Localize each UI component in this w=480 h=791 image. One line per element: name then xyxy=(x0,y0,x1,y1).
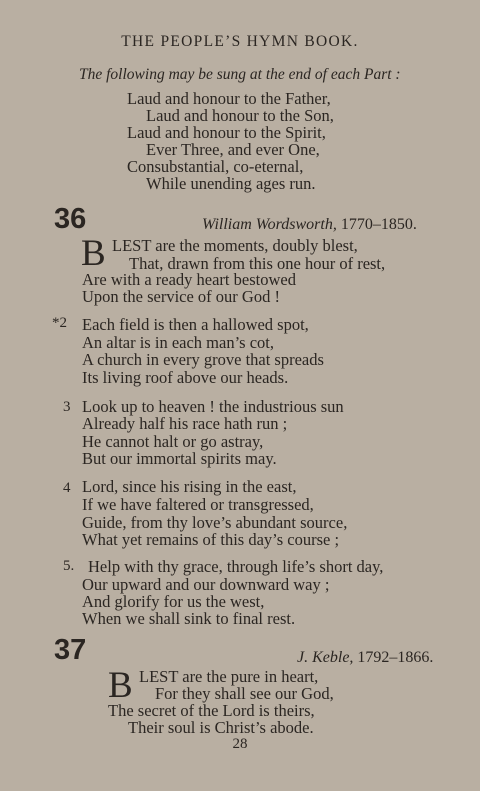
verse-line: What yet remains of this day’s course ; xyxy=(82,530,340,549)
author-dates: 1792–1866. xyxy=(357,649,434,666)
verse-line: But our immortal spirits may. xyxy=(82,449,277,468)
verse-line: LEST are the moments, doubly blest, xyxy=(112,236,358,255)
author-name: J. Keble, xyxy=(297,649,354,666)
verse-line: For they shall see our God, xyxy=(155,684,334,703)
doxology-line: Ever Three, and ever One, xyxy=(146,140,320,159)
verse-line: If we have faltered or transgressed, xyxy=(82,495,314,514)
verse-number: 3 xyxy=(63,399,71,415)
verse-line: And glorify for us the west, xyxy=(82,592,265,611)
verse-line: That, drawn from this one hour of rest, xyxy=(129,254,386,273)
hymn-number: 37 xyxy=(54,634,87,666)
doxology-line: Laud and honour to the Father, xyxy=(127,89,331,108)
author-dates: 1770–1850. xyxy=(340,216,417,233)
verse-line: Are with a ready heart bestowed xyxy=(82,270,296,289)
verse-line: The secret of the Lord is theirs, xyxy=(108,701,315,720)
hymn-attribution xyxy=(297,649,433,667)
verse-number: 4 xyxy=(63,480,71,496)
verse-line: An altar is in each man’s cot, xyxy=(82,333,274,352)
running-header: THE PEOPLE’S HYMN BOOK. xyxy=(121,33,359,50)
verse-line: Each field is then a hallowed spot, xyxy=(82,315,309,334)
drop-cap: B xyxy=(81,233,106,274)
doxology-line: Consubstantial, co-eternal, xyxy=(127,157,304,176)
hymn-number: 36 xyxy=(54,203,87,235)
verse-number: 5. xyxy=(63,558,75,574)
verse-line: Upon the service of our God ! xyxy=(82,287,280,306)
author-name: William Wordsworth, xyxy=(202,216,337,233)
verse-line: He cannot halt or go astray, xyxy=(82,432,264,451)
doxology-line: Laud and honour to the Spirit, xyxy=(127,123,326,142)
doxology-intro: The following may be sung at the end of each Part : xyxy=(79,66,401,83)
page-number: 28 xyxy=(232,736,248,752)
verse-line: Look up to heaven ! the industrious sun xyxy=(82,397,344,416)
verse-line: Guide, from thy love’s abundant source, xyxy=(82,513,348,532)
verse-line: Already half his race hath run ; xyxy=(82,414,288,433)
verse-number-digit: 5 xyxy=(63,558,71,574)
verse-line: Their soul is Christ’s abode. xyxy=(128,718,314,737)
verse-line: When we shall sink to final rest. xyxy=(82,609,296,628)
verse-line: Help with thy grace, through life’s short day, xyxy=(88,557,384,576)
verse-line: Lord, since his rising in the east, xyxy=(82,477,297,496)
verse-line: LEST are the pure in heart, xyxy=(139,667,319,686)
verse-line: A church in every grove that spreads xyxy=(82,350,324,369)
doxology-line: While unending ages run. xyxy=(146,174,316,193)
hymn-attribution xyxy=(202,216,417,234)
verse-line: Its living roof above our heads. xyxy=(82,368,289,387)
doxology-line: Laud and honour to the Son, xyxy=(146,106,334,125)
verse-line: Our upward and our downward way ; xyxy=(82,575,330,594)
drop-cap: B xyxy=(108,665,133,706)
verse-number: *2 xyxy=(52,315,67,331)
